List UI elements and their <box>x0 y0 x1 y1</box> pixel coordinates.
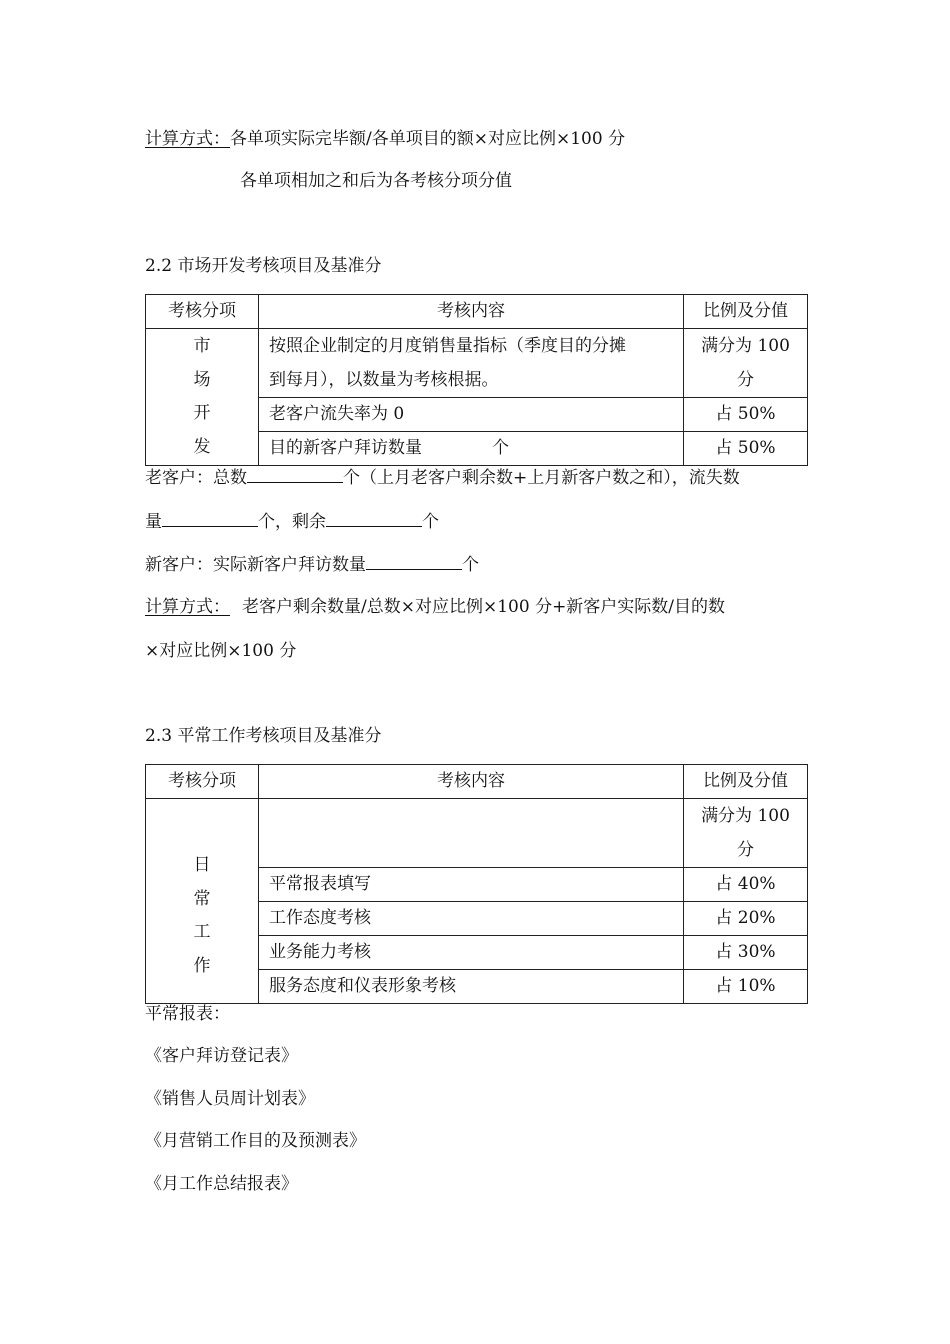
category-char: 作 <box>193 955 211 976</box>
content-unit: 个 <box>492 438 509 458</box>
old-customer-desc: 个（上月老客户剩余数+上月新客户数之和），流失数 <box>343 468 740 488</box>
category-char: 市 <box>193 336 211 356</box>
report-item: 《月营销工作目的及预测表》 <box>145 1131 366 1151</box>
content-cell: 平常报表填写 <box>259 868 684 902</box>
content-text: 目的新客户拜访数量 <box>269 438 422 458</box>
old-customer-line <box>145 466 740 489</box>
header-score: 比例及分值 <box>684 765 808 799</box>
header-category: 考核分项 <box>146 295 259 329</box>
section-heading-2-3: 2.3 平常工作考核项目及基准分 <box>145 726 382 746</box>
old-customer-line2-prefix: 量 <box>145 512 162 532</box>
category-cell-market <box>146 329 259 466</box>
new-customer-label: 新客户：实际新客户拜访数量 <box>145 555 366 575</box>
reports-title: 平常报表： <box>145 1004 230 1024</box>
header-score: 比例及分值 <box>684 295 808 329</box>
new-customer-visits-blank[interactable] <box>366 553 462 570</box>
calc-method-2-line-2: ×对应比例×100 分 <box>145 641 297 661</box>
score-cell: 占 50% <box>684 398 808 432</box>
category-char: 开 <box>193 403 211 423</box>
content-cell: 业务能力考核 <box>259 936 684 970</box>
old-customer-label: 老客户：总数 <box>145 468 247 488</box>
content-cell-empty <box>259 799 684 868</box>
lost-count-blank[interactable] <box>162 510 258 527</box>
score-line: 分 <box>737 370 754 390</box>
table-row <box>146 329 808 398</box>
content-line: 到每月），以数量为考核根据。 <box>269 370 499 390</box>
daily-work-table <box>145 764 808 1004</box>
content-cell: 服务态度和仪表形象考核 <box>259 970 684 1004</box>
calc-method-2-formula: 老客户剩余数量/总数×对应比例×100 分+新客户实际数/目的数 <box>242 597 726 617</box>
score-cell <box>684 799 808 868</box>
header-category: 考核分项 <box>146 765 259 799</box>
header-content: 考核内容 <box>259 765 684 799</box>
score-line: 满分为 100 <box>701 336 790 356</box>
old-customer-total-blank[interactable] <box>247 466 343 483</box>
calc-method-2-underline-gap <box>230 596 242 618</box>
score-cell: 占 10% <box>684 970 808 1004</box>
content-cell <box>259 329 684 398</box>
score-cell <box>684 329 808 398</box>
report-item: 《月工作总结报表》 <box>145 1174 298 1194</box>
old-customer-line-2 <box>145 510 439 533</box>
report-item: 《客户拜访登记表》 <box>145 1046 298 1066</box>
calc-method-label: 计算方式： <box>145 129 230 149</box>
content-cell <box>259 432 684 466</box>
old-customer-unit: 个 <box>422 512 439 532</box>
content-cell: 工作态度考核 <box>259 902 684 936</box>
table-header-row <box>146 765 808 799</box>
category-char: 常 <box>193 888 211 909</box>
score-line: 满分为 100 <box>701 806 790 826</box>
content-cell: 老客户流失率为 0 <box>259 398 684 432</box>
category-char: 日 <box>193 855 211 875</box>
old-customer-remaining-label: 个，剩余 <box>258 512 326 532</box>
section-heading-2-2: 2.2 市场开发考核项目及基准分 <box>145 256 382 276</box>
category-char: 场 <box>193 369 211 390</box>
header-content: 考核内容 <box>259 295 684 329</box>
content-line: 按照企业制定的月度销售量指标（季度目的分摊 <box>269 336 626 356</box>
category-cell-daily <box>146 799 259 1004</box>
calc-method-line <box>145 128 625 150</box>
new-customer-unit: 个 <box>462 555 479 575</box>
category-char: 发 <box>193 436 211 457</box>
report-item: 《销售人员周计划表》 <box>145 1089 315 1109</box>
remaining-count-blank[interactable] <box>326 510 422 527</box>
score-cell: 占 50% <box>684 432 808 466</box>
score-cell: 占 20% <box>684 902 808 936</box>
new-customer-line <box>145 553 479 576</box>
score-cell: 占 40% <box>684 868 808 902</box>
score-line: 分 <box>737 840 754 860</box>
calc-method-note: 各单项相加之和后为各考核分项分值 <box>240 171 512 191</box>
calc-method-formula: 各单项实际完毕额/各单项目的额×对应比例×100 分 <box>230 129 626 149</box>
calc-method-2-line <box>145 596 725 618</box>
market-development-table <box>145 294 808 466</box>
table-header-row <box>146 295 808 329</box>
category-char: 工 <box>193 922 211 942</box>
table-row <box>146 799 808 868</box>
calc-method-2-label: 计算方式： <box>145 597 230 617</box>
score-cell: 占 30% <box>684 936 808 970</box>
